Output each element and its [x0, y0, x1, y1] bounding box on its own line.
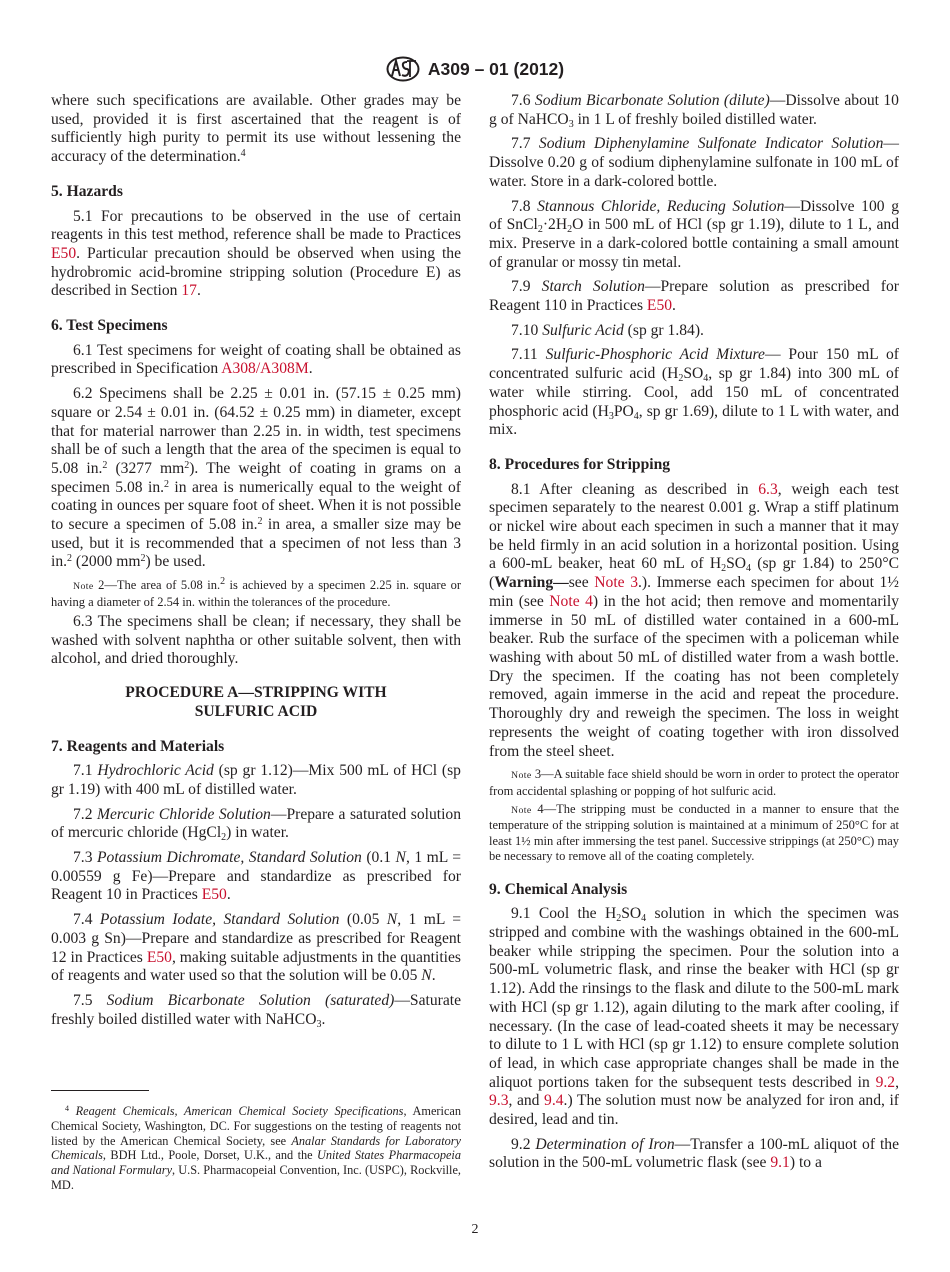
- para-7-9: 7.9 Starch Solution—Prepare solution as prescribed for Reagent 110 in Practices E50.: [489, 278, 899, 315]
- link-9-2[interactable]: 9.2: [875, 1073, 896, 1091]
- intro-paragraph: where such specifications are available. Other grades may be used, provided it is first ascertained that the reagent is of sufficiently high purity to permit its use without lessening the accuracy of the determination.$^4$: [51, 92, 461, 166]
- section-5-heading: 5. Hazards: [51, 182, 123, 200]
- link-note-3[interactable]: Note 3: [594, 574, 639, 592]
- para-7-6: 7.6 Sodium Bicarbonate Solution (dilute)—Dissolve about 10 g of NaHCO$_3$ in 1 L of freshly boiled distilled water.: [489, 92, 899, 130]
- note-4: Note 4—The stripping must be conducted in a manner to ensure that the temperature of the stripping solution is maintained at a minimum of 250°C for at least 1½ min after immersing the test panel. Successive strippings (at 250°C) may be necessary to remove all of the coating completely.: [489, 802, 899, 864]
- link-section-17[interactable]: 17: [181, 282, 197, 300]
- right-column: [489, 92, 899, 1179]
- para-9-2: 9.2 Determination of Iron—Transfer a 100-mL aliquot of the solution in the 500-mL volumetric flask (see 9.1) to a: [489, 1135, 900, 1172]
- para-7-7: 7.7 Sodium Diphenylamine Sulfonate Indicator Solution—Dissolve 0.20 g of sodium diphenylamine sulfonate in 100 mL of water. Store in a dark-colored bottle.: [489, 135, 899, 190]
- footnote-4: $^4$ Reagent Chemicals, American Chemical Society Specifications, American Chemical Society, Washington, DC. For suggestions on the testing of reagents not listed by the American Chemical Society, see Analar Standards for Laboratory Chemicals, BDH Ltd., Poole, Dorset, U.K., and the United States Pharmacopeia and National Formulary, U.S. Pharmacopeial Convention, Inc. (USPC), Rockville, MD.: [51, 1104, 462, 1192]
- link-note-4[interactable]: Note 4: [549, 592, 593, 610]
- left-column: [51, 92, 461, 1035]
- link-9-4[interactable]: 9.4: [544, 1092, 564, 1110]
- para-7-5: 7.5 Sodium Bicarbonate Solution (saturated)—Saturate freshly boiled distilled water with NaHCO$_3$.: [51, 991, 461, 1030]
- link-e50[interactable]: E50: [51, 244, 77, 262]
- para-7-3: 7.3 Potassium Dichromate, Standard Solution (0.1 N, 1 mL = 0.00559 g Fe)—Prepare and standardize as prescribed for Reagent 10 in Practices E50.: [51, 849, 462, 904]
- page-header: [0, 56, 950, 82]
- footnote-rule: [51, 1090, 149, 1091]
- para-7-1: 7.1 Hydrochloric Acid (sp gr 1.12)—Mix 500 mL of HCl (sp gr 1.19) with 400 mL of distilled water.: [51, 762, 461, 798]
- link-e50[interactable]: E50: [201, 886, 227, 904]
- para-7-8: 7.8 Stannous Chloride, Reducing Solution—Dissolve 100 g of $SnCl_2\cdot 2H_2O$ in 500 mL of HCl (sp gr 1.19), dilute to 1 L, and mix. Preserve in a dark-colored bottle containing a small amount of granular or mossy tin metal.: [489, 197, 899, 271]
- page-number: 2: [471, 1222, 479, 1237]
- note-3: Note 3—A suitable face shield should be worn in order to protect the operator from accidental splashing or popping of hot sulfuric acid.: [489, 767, 899, 798]
- para-6-2: 6.2 Specimens shall be 2.25 ± 0.01 in. (57.15 ± 0.25 mm) square or 2.54 ± 0.01 in. (64.52 ± 0.25 mm) in diameter, except that for material narrower than 2.25 in. in width, test specimens shall be of such a length that the area of the specimen is equal to 5.08 in.$^2$ (3277 $mm^2$). The weight of coating in grams on a specimen 5.08 in.$^2$ in area is numerically equal to the weight of coating in ounces per square foot of sheet. When it is not possible to secure a specimen of 5.08 in.$^2$ in area, a smaller size may be used, but it is recommended that a specimen of not less than 3 in.$^2$ (2000 $mm^2$) be used.: [51, 385, 462, 571]
- para-7-2: 7.2 Mercuric Chloride Solution—Prepare a saturated solution of mercuric chloride (HgCl$_2$) in water.: [51, 805, 461, 844]
- link-a308[interactable]: A308/A308M: [221, 360, 309, 378]
- para-8-1: 8.1 After cleaning as described in 6.3, weigh each test specimen separately to the nearest 0.001 g. Wrap a stiff platinum or nickel wire about each specimen in such a manner that it may be held firmly in an acid solution in a horizontal position. Using a 600-mL beaker, heat 60 mL of $H_2SO_4$ (sp gr 1.84) to 250°C (Warning—see Note 3.). Immerse each specimen for about 1½ min (see Note 4) in the hot acid; then remove and momentarily immerse in 50 mL of distilled water contained in a 600-mL beaker. Rub the surface of the specimen with a policeman while washing with about 50 mL of distilled water from a wash bottle. Dry the specimen. If the coating has not been completely removed, again immerse in the acid and repeat the procedure. Thoroughly dry and reweigh the specimen. The loss in weight represents the weight of coating together with iron dissolved from the steel sheet.: [489, 480, 900, 760]
- section-6-heading: 6. Test Specimens: [51, 317, 168, 335]
- section-7-heading: 7. Reagents and Materials: [51, 737, 225, 755]
- para-9-1: 9.1 Cool the $H_2SO_4$ solution in which the specimen was stripped and combine with the washings obtained in the 600-mL beaker while stripping the specimen. Pour the solution into a 500-mL volumetric flask, and rinse the beaker with HCl (sp gr 1.12). Add the rinsings to the flask and dilute to the 500-mL mark with HCl (sp gr 1.12), again diluting to the mark after cooling, if necessary. (In the case of lead-coated sheets it may be necessary to dilute to 1 L with HCl (sp gr 1.12) to ensure complete solution of lead, in which case appropriate changes shall be made in the aliquot portions taken for the subsequent tests described in 9.2, 9.3, and 9.4.) The solution must now be analyzed for iron and, if desired, lead and tin.: [489, 905, 900, 1129]
- link-9-1[interactable]: 9.1: [770, 1154, 790, 1172]
- para-7-4: 7.4 Potassium Iodate, Standard Solution (0.05 N, 1 mL = 0.003 g Sn)—Prepare and standardize as prescribed for Reagent 12 in Practices E50, making suitable adjustments in the quantities of reagents and water used so that the solution will be 0.05 N.: [51, 911, 461, 985]
- para-6-1: 6.1 Test specimens for weight of coating shall be obtained as prescribed in Specification A308/A308M.: [51, 341, 461, 378]
- para-5-1: 5.1 For precautions to be observed in the use of certain reagents in this test method, reference shall be made to Practices E50. Particular precaution should be observed when using the hydrobromic acid-bromine stripping solution (Procedure E) as described in Section 17.: [51, 207, 461, 300]
- section-9-heading: 9. Chemical Analysis: [489, 880, 628, 898]
- section-8-heading: 8. Procedures for Stripping: [489, 455, 671, 473]
- link-e50[interactable]: E50: [646, 297, 673, 315]
- link-9-3[interactable]: 9.3: [489, 1092, 509, 1110]
- link-6-3[interactable]: 6.3: [758, 480, 778, 498]
- link-e50[interactable]: E50: [146, 948, 172, 966]
- para-7-11: 7.11 Sulfuric-Phosphoric Acid Mixture— Pour 150 mL of concentrated sulfuric acid ($H_2SO_4$, sp gr 1.84) into 300 mL of water while stirring. Cool, add 150 mL of concentrated phosphoric acid ($H_3PO_4$, sp gr 1.69), dilute to 1 L with water, and mix.: [489, 346, 899, 439]
- para-6-3: 6.3 The specimens shall be clean; if necessary, they shall be washed with solvent naphtha or other suitable solvent, then with alcohol, and dried thoroughly.: [51, 612, 461, 668]
- procedure-a-heading: PROCEDURE A—STRIPPING WITH SULFURIC ACID: [125, 684, 387, 720]
- astm-logo: [386, 56, 420, 82]
- note-2: Note 2—The area of 5.08 in.$^2$ is achieved by a specimen 2.25 in. square or having a diameter of 2.54 in. within the tolerances of the procedure.: [51, 576, 461, 609]
- para-7-10: 7.10 Sulfuric Acid (sp gr 1.84).: [511, 321, 704, 339]
- designation: A309 – 01 (2012): [427, 58, 565, 79]
